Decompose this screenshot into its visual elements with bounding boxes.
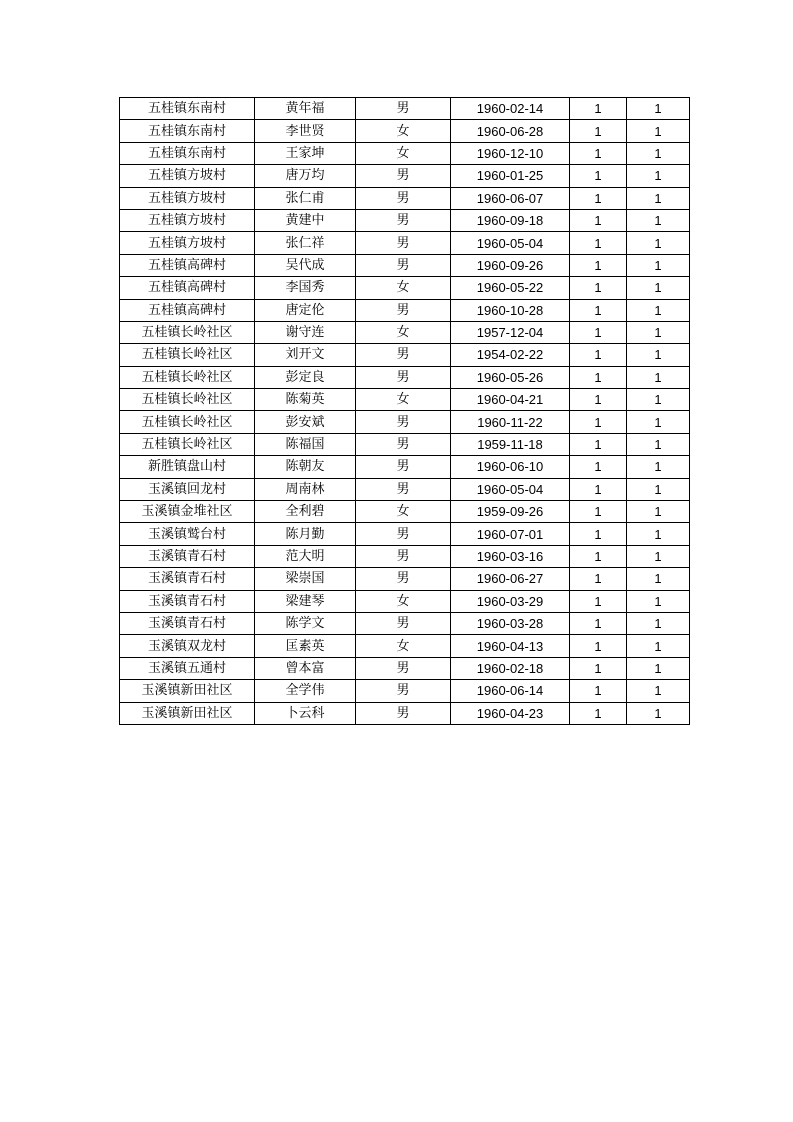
gender-cell: 男 — [356, 433, 451, 455]
gender-cell: 男 — [356, 657, 451, 679]
birth-date-cell: 1960-06-14 — [451, 680, 570, 702]
roster-table — [119, 97, 690, 725]
table-row — [120, 433, 690, 455]
name-cell: 张仁甫 — [255, 187, 356, 209]
birth-date-cell: 1960-06-10 — [451, 456, 570, 478]
village-cell: 五桂镇长岭社区 — [120, 411, 255, 433]
birth-date-cell: 1957-12-04 — [451, 321, 570, 343]
count-cell: 1 — [570, 165, 627, 187]
total-cell: 1 — [627, 657, 690, 679]
gender-cell: 女 — [356, 120, 451, 142]
name-cell: 吴代成 — [255, 254, 356, 276]
gender-cell: 男 — [356, 366, 451, 388]
birth-date-cell: 1960-05-22 — [451, 277, 570, 299]
table-row — [120, 187, 690, 209]
village-cell: 玉溪镇青石村 — [120, 612, 255, 634]
gender-cell: 男 — [356, 702, 451, 724]
name-cell: 黄年福 — [255, 98, 356, 120]
total-cell: 1 — [627, 612, 690, 634]
table-row — [120, 590, 690, 612]
total-cell: 1 — [627, 321, 690, 343]
village-cell: 玉溪镇青石村 — [120, 590, 255, 612]
name-cell: 彭安斌 — [255, 411, 356, 433]
name-cell: 陈菊英 — [255, 389, 356, 411]
count-cell: 1 — [570, 612, 627, 634]
gender-cell: 男 — [356, 568, 451, 590]
birth-date-cell: 1960-06-27 — [451, 568, 570, 590]
village-cell: 五桂镇长岭社区 — [120, 433, 255, 455]
birth-date-cell: 1960-05-04 — [451, 232, 570, 254]
table-row — [120, 232, 690, 254]
total-cell: 1 — [627, 142, 690, 164]
count-cell: 1 — [570, 389, 627, 411]
name-cell: 刘开文 — [255, 344, 356, 366]
count-cell: 1 — [570, 277, 627, 299]
total-cell: 1 — [627, 277, 690, 299]
count-cell: 1 — [570, 120, 627, 142]
village-cell: 玉溪镇金堆社区 — [120, 501, 255, 523]
birth-date-cell: 1960-06-07 — [451, 187, 570, 209]
village-cell: 五桂镇方坡村 — [120, 187, 255, 209]
gender-cell: 男 — [356, 165, 451, 187]
count-cell: 1 — [570, 254, 627, 276]
village-cell: 玉溪镇回龙村 — [120, 478, 255, 500]
count-cell: 1 — [570, 366, 627, 388]
total-cell: 1 — [627, 545, 690, 567]
gender-cell: 女 — [356, 635, 451, 657]
table-row — [120, 277, 690, 299]
birth-date-cell: 1960-01-25 — [451, 165, 570, 187]
count-cell: 1 — [570, 478, 627, 500]
birth-date-cell: 1959-09-26 — [451, 501, 570, 523]
birth-date-cell: 1960-10-28 — [451, 299, 570, 321]
name-cell: 全学伟 — [255, 680, 356, 702]
birth-date-cell: 1960-07-01 — [451, 523, 570, 545]
name-cell: 谢守连 — [255, 321, 356, 343]
total-cell: 1 — [627, 120, 690, 142]
birth-date-cell: 1960-06-28 — [451, 120, 570, 142]
village-cell: 新胜镇盘山村 — [120, 456, 255, 478]
gender-cell: 男 — [356, 232, 451, 254]
table-row — [120, 702, 690, 724]
village-cell: 五桂镇高碑村 — [120, 254, 255, 276]
village-cell: 五桂镇东南村 — [120, 98, 255, 120]
birth-date-cell: 1960-05-04 — [451, 478, 570, 500]
birth-date-cell: 1954-02-22 — [451, 344, 570, 366]
table-row — [120, 478, 690, 500]
count-cell: 1 — [570, 232, 627, 254]
gender-cell: 男 — [356, 299, 451, 321]
count-cell: 1 — [570, 590, 627, 612]
total-cell: 1 — [627, 232, 690, 254]
total-cell: 1 — [627, 568, 690, 590]
name-cell: 全利碧 — [255, 501, 356, 523]
name-cell: 曾本富 — [255, 657, 356, 679]
table-row — [120, 545, 690, 567]
name-cell: 彭定良 — [255, 366, 356, 388]
total-cell: 1 — [627, 456, 690, 478]
birth-date-cell: 1960-03-28 — [451, 612, 570, 634]
table-row — [120, 366, 690, 388]
table-row — [120, 254, 690, 276]
gender-cell: 女 — [356, 501, 451, 523]
count-cell: 1 — [570, 344, 627, 366]
total-cell: 1 — [627, 590, 690, 612]
table-row — [120, 680, 690, 702]
total-cell: 1 — [627, 209, 690, 231]
name-cell: 梁建琴 — [255, 590, 356, 612]
name-cell: 卜云科 — [255, 702, 356, 724]
name-cell: 李世贤 — [255, 120, 356, 142]
gender-cell: 男 — [356, 680, 451, 702]
name-cell: 王家坤 — [255, 142, 356, 164]
village-cell: 五桂镇长岭社区 — [120, 366, 255, 388]
count-cell: 1 — [570, 568, 627, 590]
name-cell: 匡素英 — [255, 635, 356, 657]
birth-date-cell: 1960-03-29 — [451, 590, 570, 612]
birth-date-cell: 1960-04-23 — [451, 702, 570, 724]
gender-cell: 女 — [356, 590, 451, 612]
village-cell: 玉溪镇青石村 — [120, 545, 255, 567]
birth-date-cell: 1960-03-16 — [451, 545, 570, 567]
name-cell: 范大明 — [255, 545, 356, 567]
table-row — [120, 98, 690, 120]
table-row — [120, 120, 690, 142]
count-cell: 1 — [570, 635, 627, 657]
name-cell: 周南林 — [255, 478, 356, 500]
gender-cell: 男 — [356, 98, 451, 120]
birth-date-cell: 1960-04-13 — [451, 635, 570, 657]
village-cell: 玉溪镇五通村 — [120, 657, 255, 679]
village-cell: 五桂镇方坡村 — [120, 165, 255, 187]
count-cell: 1 — [570, 680, 627, 702]
name-cell: 张仁祥 — [255, 232, 356, 254]
total-cell: 1 — [627, 523, 690, 545]
count-cell: 1 — [570, 545, 627, 567]
gender-cell: 男 — [356, 523, 451, 545]
table-row — [120, 142, 690, 164]
total-cell: 1 — [627, 635, 690, 657]
count-cell: 1 — [570, 299, 627, 321]
gender-cell: 女 — [356, 142, 451, 164]
gender-cell: 女 — [356, 277, 451, 299]
gender-cell: 男 — [356, 612, 451, 634]
village-cell: 玉溪镇双龙村 — [120, 635, 255, 657]
count-cell: 1 — [570, 523, 627, 545]
birth-date-cell: 1960-09-26 — [451, 254, 570, 276]
table-row — [120, 568, 690, 590]
total-cell: 1 — [627, 702, 690, 724]
birth-date-cell: 1960-04-21 — [451, 389, 570, 411]
table-row — [120, 411, 690, 433]
name-cell: 陈月勤 — [255, 523, 356, 545]
birth-date-cell: 1959-11-18 — [451, 433, 570, 455]
village-cell: 五桂镇方坡村 — [120, 209, 255, 231]
name-cell: 梁崇国 — [255, 568, 356, 590]
table-row — [120, 165, 690, 187]
name-cell: 李国秀 — [255, 277, 356, 299]
count-cell: 1 — [570, 187, 627, 209]
village-cell: 五桂镇东南村 — [120, 142, 255, 164]
table-row — [120, 635, 690, 657]
table-row — [120, 523, 690, 545]
village-cell: 五桂镇东南村 — [120, 120, 255, 142]
total-cell: 1 — [627, 344, 690, 366]
gender-cell: 男 — [356, 187, 451, 209]
total-cell: 1 — [627, 680, 690, 702]
table-row — [120, 657, 690, 679]
table-row — [120, 456, 690, 478]
count-cell: 1 — [570, 456, 627, 478]
name-cell: 唐定伦 — [255, 299, 356, 321]
birth-date-cell: 1960-02-14 — [451, 98, 570, 120]
count-cell: 1 — [570, 411, 627, 433]
gender-cell: 男 — [356, 478, 451, 500]
count-cell: 1 — [570, 209, 627, 231]
total-cell: 1 — [627, 433, 690, 455]
total-cell: 1 — [627, 98, 690, 120]
table-row — [120, 209, 690, 231]
count-cell: 1 — [570, 321, 627, 343]
birth-date-cell: 1960-09-18 — [451, 209, 570, 231]
birth-date-cell: 1960-05-26 — [451, 366, 570, 388]
total-cell: 1 — [627, 411, 690, 433]
gender-cell: 男 — [356, 209, 451, 231]
table-row — [120, 389, 690, 411]
village-cell: 玉溪镇新田社区 — [120, 680, 255, 702]
village-cell: 玉溪镇鹫台村 — [120, 523, 255, 545]
name-cell: 陈学文 — [255, 612, 356, 634]
table-row — [120, 612, 690, 634]
village-cell: 五桂镇方坡村 — [120, 232, 255, 254]
count-cell: 1 — [570, 702, 627, 724]
village-cell: 五桂镇长岭社区 — [120, 389, 255, 411]
birth-date-cell: 1960-02-18 — [451, 657, 570, 679]
village-cell: 玉溪镇青石村 — [120, 568, 255, 590]
total-cell: 1 — [627, 478, 690, 500]
total-cell: 1 — [627, 389, 690, 411]
gender-cell: 男 — [356, 344, 451, 366]
count-cell: 1 — [570, 98, 627, 120]
table-row — [120, 501, 690, 523]
name-cell: 唐万均 — [255, 165, 356, 187]
total-cell: 1 — [627, 254, 690, 276]
village-cell: 五桂镇长岭社区 — [120, 321, 255, 343]
village-cell: 玉溪镇新田社区 — [120, 702, 255, 724]
birth-date-cell: 1960-12-10 — [451, 142, 570, 164]
table-row — [120, 321, 690, 343]
total-cell: 1 — [627, 187, 690, 209]
name-cell: 陈福国 — [255, 433, 356, 455]
gender-cell: 男 — [356, 456, 451, 478]
total-cell: 1 — [627, 501, 690, 523]
count-cell: 1 — [570, 657, 627, 679]
village-cell: 五桂镇高碑村 — [120, 277, 255, 299]
count-cell: 1 — [570, 501, 627, 523]
gender-cell: 男 — [356, 254, 451, 276]
village-cell: 五桂镇高碑村 — [120, 299, 255, 321]
table-row — [120, 344, 690, 366]
gender-cell: 男 — [356, 545, 451, 567]
name-cell: 陈朝友 — [255, 456, 356, 478]
roster-table-body — [120, 98, 690, 725]
total-cell: 1 — [627, 165, 690, 187]
table-row — [120, 299, 690, 321]
village-cell: 五桂镇长岭社区 — [120, 344, 255, 366]
name-cell: 黄建中 — [255, 209, 356, 231]
total-cell: 1 — [627, 366, 690, 388]
gender-cell: 男 — [356, 411, 451, 433]
count-cell: 1 — [570, 142, 627, 164]
gender-cell: 女 — [356, 389, 451, 411]
total-cell: 1 — [627, 299, 690, 321]
count-cell: 1 — [570, 433, 627, 455]
birth-date-cell: 1960-11-22 — [451, 411, 570, 433]
gender-cell: 女 — [356, 321, 451, 343]
